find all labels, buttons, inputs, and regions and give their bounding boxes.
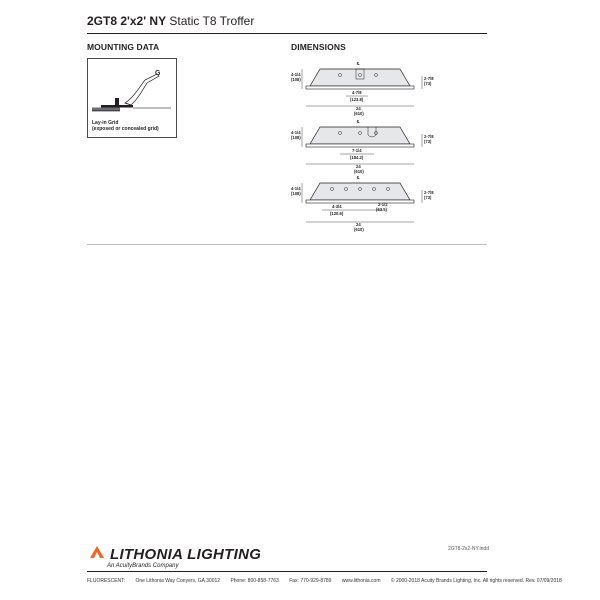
footer-copyright: © 2000-2018 Acuity Brands Lighting, Inc. All rights reserved. Rev. 07/09/2018 xyxy=(390,578,562,584)
dimensions-heading: DIMENSIONS xyxy=(291,42,346,52)
center-mark: ℄ xyxy=(357,119,360,124)
d1-right-height-mm: (73) xyxy=(424,81,432,86)
d1-width: 24 xyxy=(356,106,361,111)
center-mark: ℄ xyxy=(357,175,360,180)
d2-inner-dim-mm: (184.2) xyxy=(350,155,364,160)
footer-rule xyxy=(87,571,487,572)
d1-right-height: 2-7/8 xyxy=(424,76,434,81)
center-mark: ℄ xyxy=(357,61,360,66)
d3-left-height: 4-1/4 xyxy=(291,186,301,191)
brand-name: LITHONIA LIGHTING xyxy=(110,546,262,563)
d2-right-height: 2-7/8 xyxy=(424,134,434,139)
d3-width: 24 xyxy=(356,222,361,227)
d2-inner-dim: 7-1/4 xyxy=(352,148,362,153)
product-code: 2GT8 2'x2' NY xyxy=(87,14,167,28)
footer-phone: Phone: 800-858-7763 xyxy=(230,578,279,584)
header-rule xyxy=(87,33,487,34)
d1-width-mm: (610) xyxy=(354,111,364,116)
d1-left-height: 4-1/4 xyxy=(291,72,301,77)
dimension-drawing-1 xyxy=(288,60,438,120)
d3-right-height-mm: (73) xyxy=(424,195,432,200)
d3-right-height: 2-7/8 xyxy=(424,190,434,195)
section-divider xyxy=(87,244,487,245)
footer-fax: Fax: 770-929-8789 xyxy=(289,578,332,584)
mounting-data-heading: MOUNTING DATA xyxy=(87,42,160,52)
dimension-drawing-2 xyxy=(288,118,438,178)
d3-inner-dim-mm: (120.6) xyxy=(330,211,344,216)
brand-tagline: An AcuityBrands Company xyxy=(107,563,179,569)
file-name: 2GT8-2x2-NY.indd xyxy=(447,546,489,552)
product-description: Static T8 Troffer xyxy=(166,14,255,28)
d3-width-mm: (610) xyxy=(354,227,364,232)
d1-left-height-mm: (108) xyxy=(291,77,301,82)
footer-category: FLUORESCENT: xyxy=(87,578,126,584)
d1-inner-dim-mm: (123.8) xyxy=(350,97,364,102)
d2-width: 24 xyxy=(356,164,361,169)
d1-inner-dim: 4-7/8 xyxy=(352,90,362,95)
page-title xyxy=(87,14,254,28)
footer-web[interactable]: www.lithonia.com xyxy=(341,578,381,584)
lithonia-logo-icon xyxy=(88,545,106,559)
d2-left-height-mm: (108) xyxy=(291,135,301,140)
mounting-diagram xyxy=(87,58,177,138)
footer-address: One Lithonia Way Conyers, GA 30012 xyxy=(135,578,221,584)
d2-right-height-mm: (73) xyxy=(424,139,432,144)
d2-left-height: 4-1/4 xyxy=(291,130,301,135)
d3-inner-dim-2-mm: (63.5) xyxy=(376,207,387,212)
mounting-letter: G xyxy=(155,70,161,77)
d3-left-height-mm: (108) xyxy=(291,191,301,196)
dimension-drawing-3 xyxy=(288,174,438,236)
mounting-caption: Lay-in Grid xyxy=(92,120,119,126)
footer-contact xyxy=(87,578,571,584)
mounting-caption-sub: (exposed or concealed grid) xyxy=(92,126,159,132)
d2-width-mm: (610) xyxy=(354,169,364,174)
d3-inner-dim: 4-3/4 xyxy=(332,204,342,209)
d3-inner-dim-2: 2-1/2 xyxy=(378,202,388,207)
